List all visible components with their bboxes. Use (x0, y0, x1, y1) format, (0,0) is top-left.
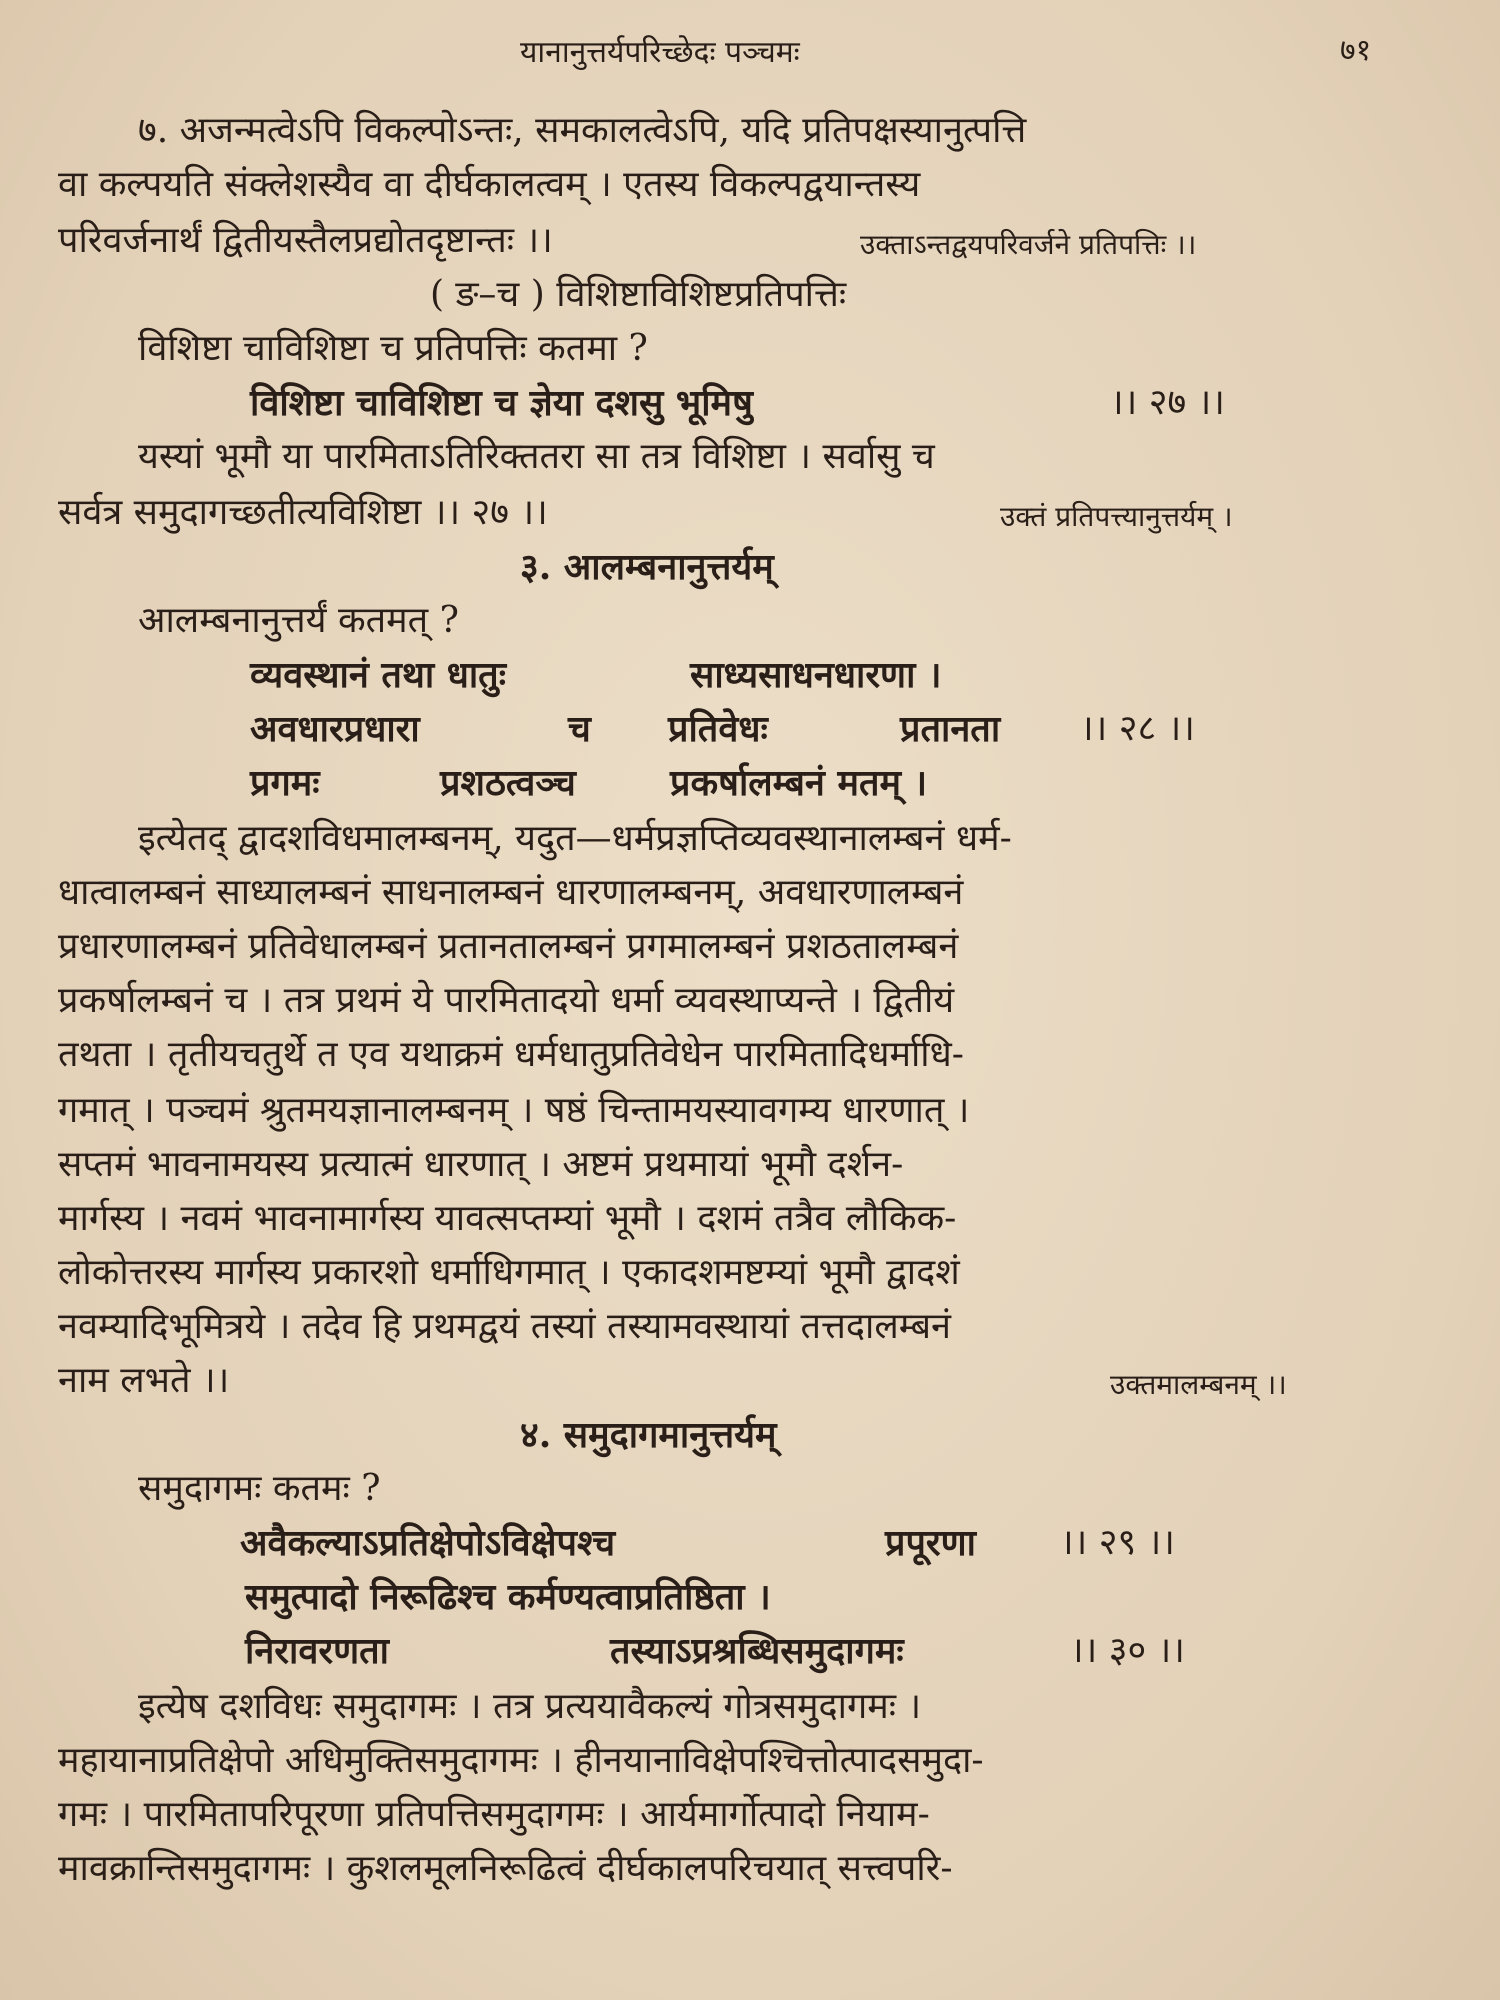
verse-line: साध्यसाधनधारणा । (690, 654, 942, 696)
verse-line: तस्याऽप्रश्रब्धिसमुदागमः (610, 1630, 904, 1672)
verse-line: प्रतानता (900, 708, 1001, 750)
verse-line: अवधारप्रधारा (250, 708, 420, 750)
text-line: परिवर्जनार्थं द्वितीयस्तैलप्रद्योतदृष्टान्तः ।। (58, 220, 553, 261)
verse-line: निरावरणता (245, 1630, 389, 1672)
verse-line: प्रकर्षालम्बनं मतम् । (670, 762, 928, 804)
subsection-heading: ( ङ–च ) विशिष्टाविशिष्टप्रतिपत्तिः (430, 274, 847, 315)
text-line: प्रकर्षालम्बनं च । तत्र प्रथमं ये पारमितादयो धर्मा व्यवस्थाप्यन्ते । द्वितीयं (58, 980, 955, 1021)
text-line: सर्वत्र समुदागच्छतीत्यविशिष्टा ।। २७ ।। (58, 492, 548, 533)
text-line: मावक्रान्तिसमुदागमः । कुशलमूलनिरूढित्वं दीर्घकालपरिचयात् सत्त्वपरि- (58, 1848, 953, 1889)
question-line: समुदागमः कतमः ? (138, 1468, 381, 1509)
section-note: उक्तमालम्बनम् ।। (1110, 1368, 1287, 1401)
verse-line: प्रगमः (250, 762, 320, 804)
text-line: प्रधारणालम्बनं प्रतिवेधालम्बनं प्रतानतालम्बनं प्रगमालम्बनं प्रशठतालम्बनं (58, 926, 959, 967)
text-line: लोकोत्तरस्य मार्गस्य प्रकारशो धर्माधिगमात् । एकादशमष्टम्यां भूमौ द्वादशं (58, 1252, 960, 1293)
text-line: धात्वालम्बनं साध्यालम्बनं साधनालम्बनं धारणालम्बनम्, अवधारणालम्बनं (58, 872, 964, 913)
verse-line: प्रशठत्वञ्च (440, 762, 576, 804)
text-line: नवम्यादिभूमित्रये । तदेव हि प्रथमद्वयं तस्यां तस्यामवस्थायां तत्तदालम्बनं (58, 1306, 951, 1347)
text-line: इत्येतद् द्वादशविधमालम्बनम्, यदुत—धर्मप्रज्ञप्तिव्यवस्थानालम्बनं धर्म- (138, 818, 1012, 859)
verse-number: ।। २९ ।। (1060, 1522, 1175, 1563)
text-line: तथता । तृतीयचतुर्थे त एव यथाक्रमं धर्मधातुप्रतिवेधेन पारमितादिधर्माधि- (58, 1034, 964, 1075)
section-heading: ३. आलम्बनानुत्तर्यम् (520, 546, 774, 588)
section-heading: ४. समुदागमानुत्तर्यम् (520, 1414, 777, 1456)
text-line: गमः । पारमितापरिपूरणा प्रतिपत्तिसमुदागमः । आर्यमार्गोत्पादो नियाम- (58, 1794, 930, 1835)
page-number: ७१ (1340, 33, 1372, 68)
text-line: वा कल्पयति संक्लेशस्यैव वा दीर्घकालत्वम् । एतस्य विकल्पद्वयान्तस्य (58, 164, 921, 205)
verse-number: ।। २७ ।। (1110, 382, 1225, 423)
verse-line: प्रतिवेधः (668, 708, 768, 750)
text-line: ७. अजन्मत्वेऽपि विकल्पोऽन्तः, समकालत्वेऽपि, यदि प्रतिपक्षस्यानुत्पत्ति (138, 110, 1027, 151)
verse-line: अवैकल्याऽप्रतिक्षेपोऽविक्षेपश्च (240, 1522, 616, 1564)
text-line: इत्येष दशविधः समुदागमः । तत्र प्रत्ययावैकल्यं गोत्रसमुदागमः । (138, 1686, 922, 1727)
question-line: विशिष्टा चाविशिष्टा च प्रतिपत्तिः कतमा ? (138, 328, 648, 369)
verse-line: विशिष्टा चाविशिष्टा च ज्ञेया दशसु भूमिषु (250, 382, 753, 424)
verse-line: च (568, 708, 591, 750)
question-line: आलम्बनानुत्तर्यं कतमत् ? (138, 600, 459, 641)
verse-line: व्यवस्थानं तथा धातुः (250, 654, 506, 696)
verse-number: ।। ३० ।। (1070, 1630, 1185, 1671)
text-line: नाम लभते ।। (58, 1360, 230, 1401)
text-line: गमात् । पञ्चमं श्रुतमयज्ञानालम्बनम् । षष्ठं चिन्तामयस्यावगम्य धारणात् । (58, 1090, 970, 1131)
text-line: महायानाप्रतिक्षेपो अधिमुक्तिसमुदागमः । हीनयानाविक्षेपश्चित्तोत्पादसमुदा- (58, 1740, 984, 1781)
text-line: सप्तमं भावनामयस्य प्रत्यात्मं धारणात् । अष्टमं प्रथमायां भूमौ दर्शन- (58, 1144, 904, 1185)
verse-number: ।। २८ ।। (1080, 708, 1195, 749)
verse-line: समुत्पादो निरूढिश्च कर्मण्यत्वाप्रतिष्ठिता । (245, 1576, 771, 1618)
text-line: मार्गस्य । नवमं भावनामार्गस्य यावत्सप्तम्यां भूमौ । दशमं तत्रैव लौकिक- (58, 1198, 957, 1239)
text-line: यस्यां भूमौ या पारमिताऽतिरिक्ततरा सा तत्र विशिष्टा । सर्वासु च (138, 436, 935, 477)
verse-line: प्रपूरणा (885, 1522, 977, 1564)
running-header: यानानुत्तर्यपरिच्छेदः पञ्चमः (520, 35, 800, 70)
section-note: उक्ताऽन्तद्वयपरिवर्जने प्रतिपत्तिः ।। (860, 228, 1197, 261)
section-note: उक्तं प्रतिपत्त्यानुत्तर्यम् । (1000, 500, 1233, 533)
